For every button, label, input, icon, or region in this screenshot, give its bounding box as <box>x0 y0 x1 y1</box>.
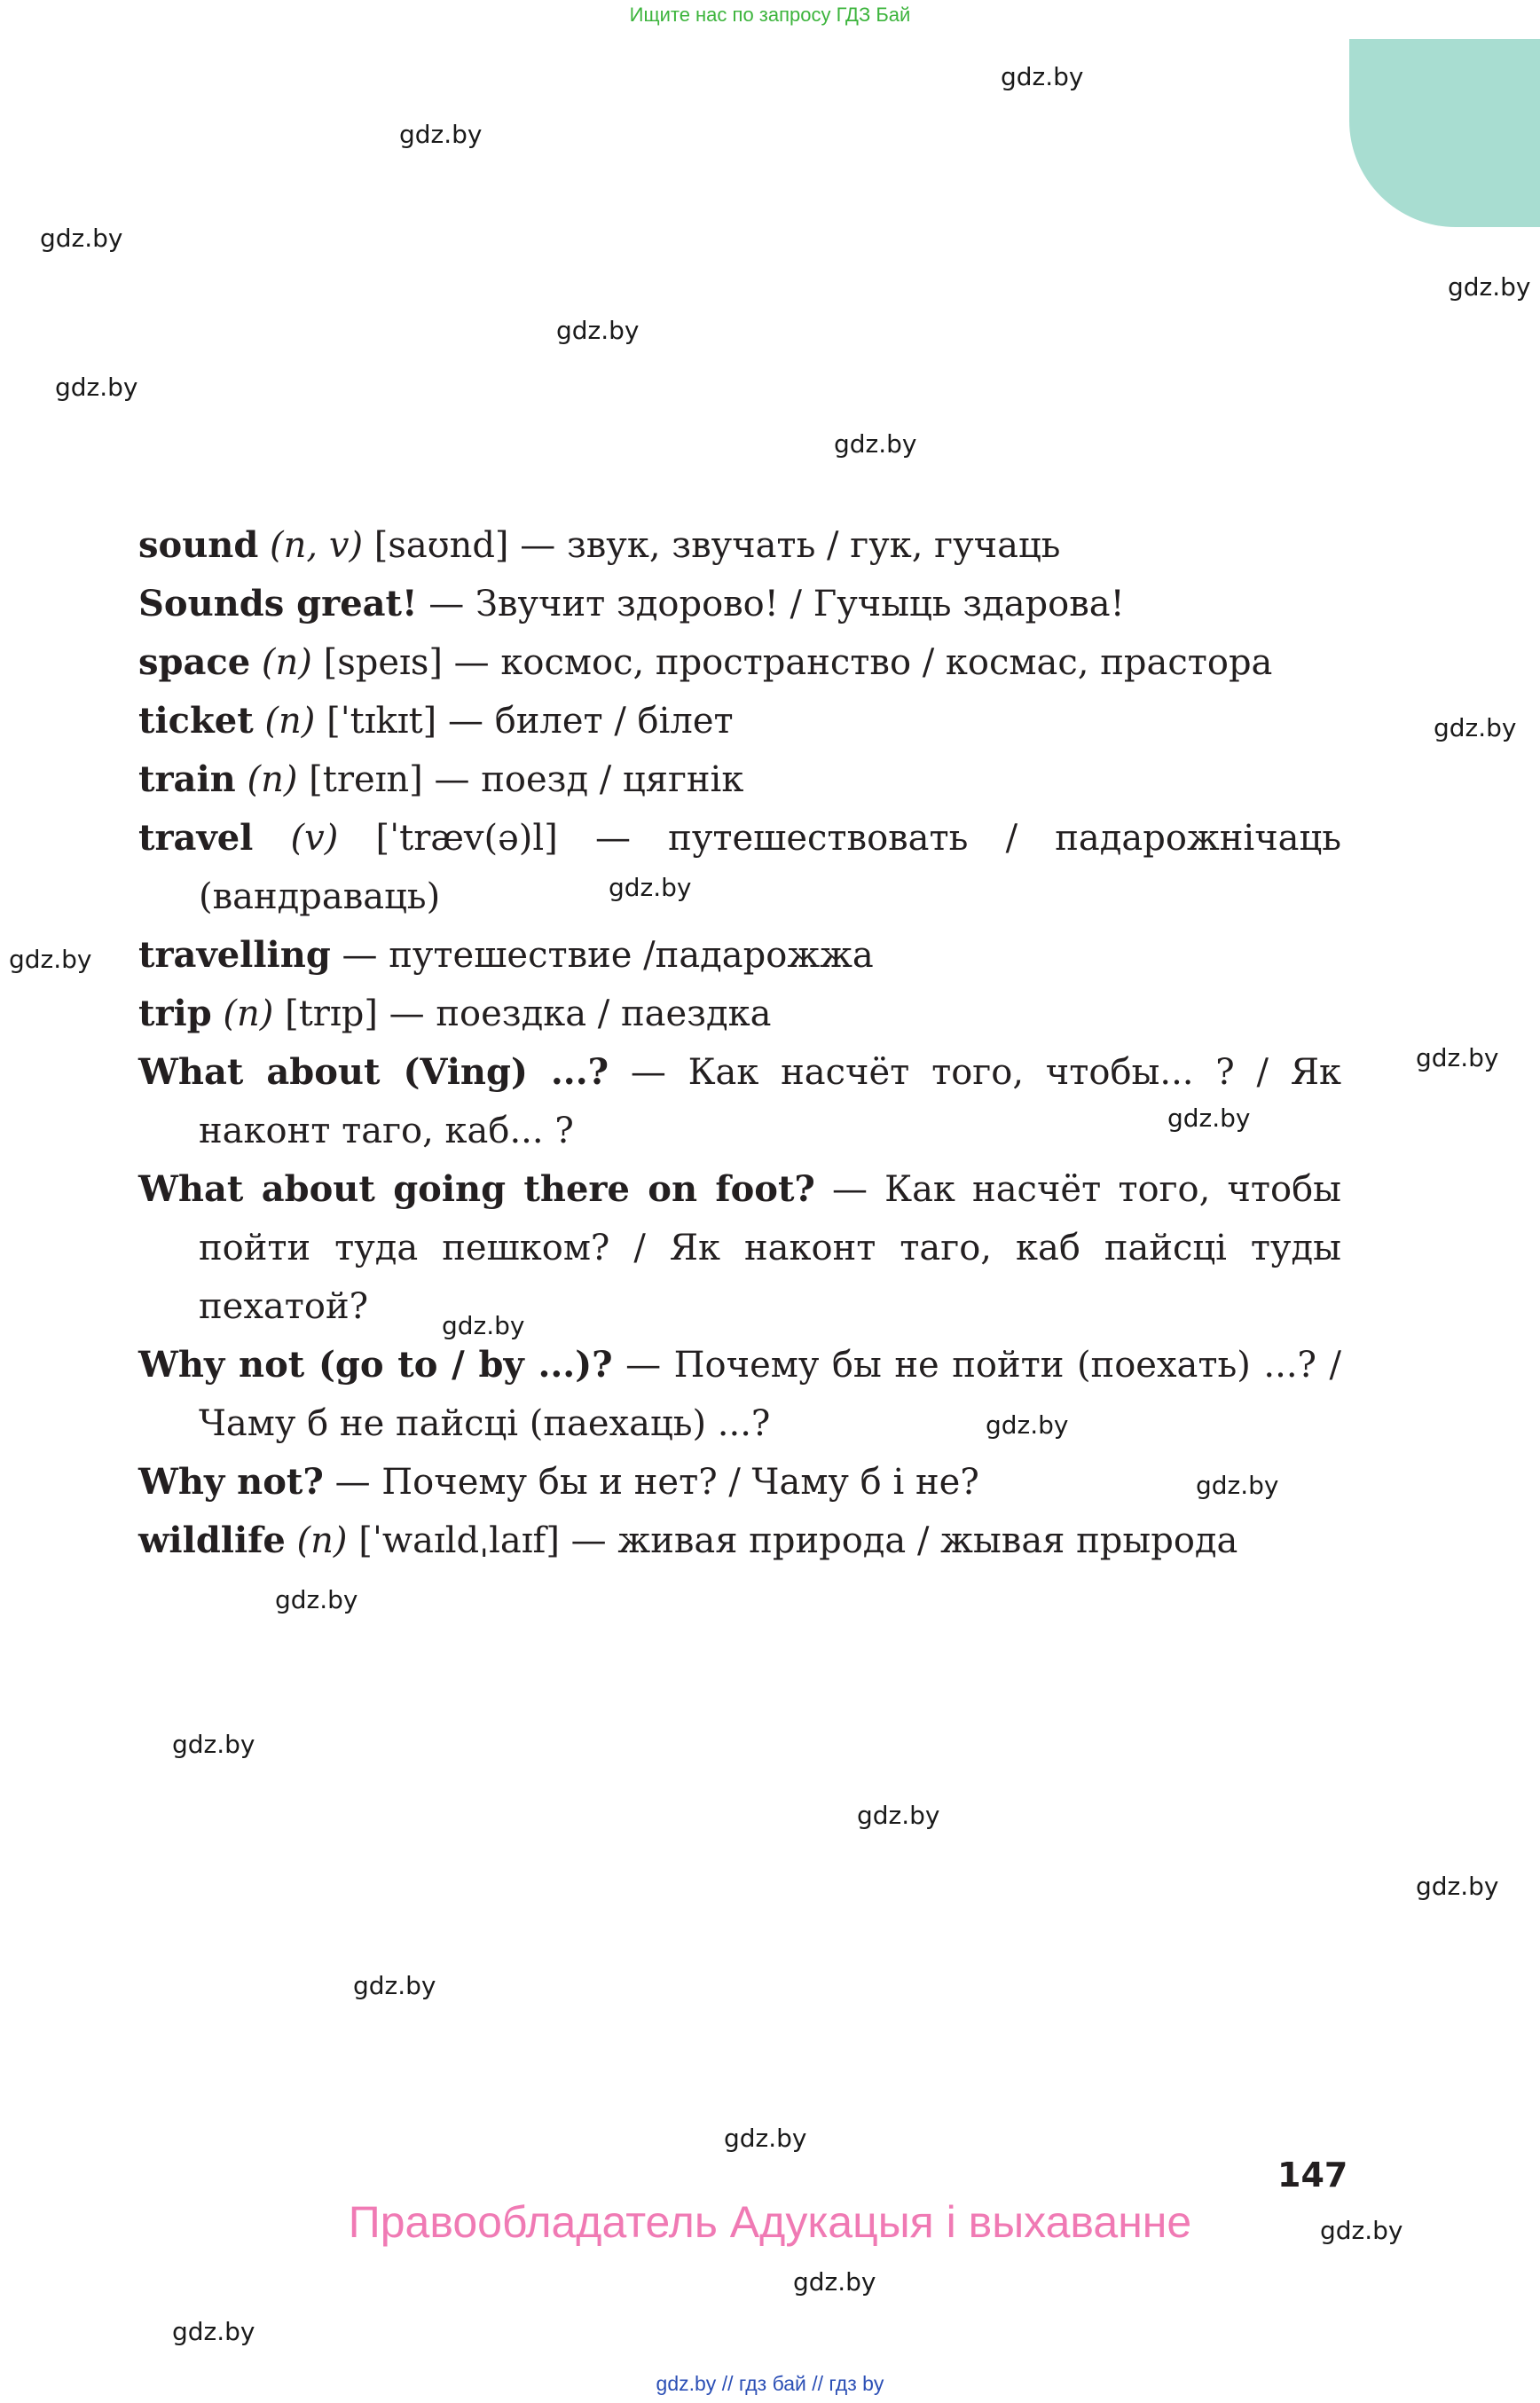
watermark: gdz.by <box>1416 1872 1499 1901</box>
part-of-speech: (v) <box>253 818 376 859</box>
vocabulary-entry <box>138 750 1341 809</box>
definition: — Как насчёт того, чтобы пойти туда пешком? / Як наконт таго, каб пайсці туды пехатой? <box>199 1169 1341 1327</box>
top-banner: Ищите нас по запросу ГДЗ Бай <box>629 4 911 26</box>
watermark: gdz.by <box>1167 1103 1251 1133</box>
vocabulary-entry <box>138 1160 1341 1336</box>
definition: [ˈtɪkɪt] — билет / білет <box>326 701 734 742</box>
headword: ticket <box>138 700 254 742</box>
watermark: gdz.by <box>724 2124 807 2153</box>
watermark: gdz.by <box>442 1311 525 1340</box>
watermark: gdz.by <box>40 224 123 253</box>
definition: — Звучит здорово! / Гучыць здарова! <box>417 584 1125 624</box>
headword: wildlife <box>138 1520 286 1561</box>
headword: travel <box>138 817 254 859</box>
watermark: gdz.by <box>857 1801 940 1830</box>
definition: [saʊnd] — звук, звучать / гук, гучаць <box>373 525 1061 566</box>
footer-links[interactable]: gdz.by // гдз бай // гдз by <box>656 2372 884 2395</box>
part-of-speech: (n) <box>253 701 327 742</box>
headword: train <box>138 758 236 800</box>
part-of-speech: (n, v) <box>258 525 374 566</box>
definition: — Почему бы не пойти (поехать) ...? / Чаму б не пайсці (паехаць) ...? <box>199 1345 1341 1444</box>
vocabulary-entry <box>138 1512 1341 1570</box>
watermark: gdz.by <box>1320 2216 1403 2245</box>
definition: — путешествие /падарожжа <box>330 935 874 976</box>
vocabulary-entry <box>138 1453 1341 1512</box>
copyright-holder: Правообладатель Адукацыя і выхаванне <box>348 2197 1192 2247</box>
headword: What about going there on foot? <box>138 1168 815 1210</box>
watermark: gdz.by <box>556 316 640 345</box>
watermark: gdz.by <box>986 1410 1069 1440</box>
corner-tab <box>1349 39 1540 227</box>
vocabulary-entry <box>138 926 1341 985</box>
definition: [ˈwaɪldˌlaɪf] — живая природа / жывая прырода <box>358 1520 1238 1561</box>
watermark: gdz.by <box>1434 713 1517 742</box>
headword: sound <box>138 524 259 566</box>
headword: What about (Ving) ...? <box>138 1051 609 1093</box>
watermark: gdz.by <box>172 1730 255 1759</box>
vocabulary-list <box>138 516 1341 1570</box>
part-of-speech: (n) <box>235 759 310 800</box>
page-number: 147 <box>1277 2156 1348 2195</box>
watermark: gdz.by <box>275 1585 358 1614</box>
vocabulary-entry <box>138 633 1341 692</box>
vocabulary-entry <box>138 575 1341 633</box>
definition: [trɪp] — поездка / паездка <box>285 993 772 1034</box>
watermark: gdz.by <box>834 429 917 459</box>
part-of-speech: (n) <box>285 1520 359 1561</box>
vocabulary-entry <box>138 692 1341 750</box>
watermark: gdz.by <box>1416 1043 1499 1072</box>
headword: Why not (go to / by ...)? <box>138 1344 613 1386</box>
part-of-speech: (n) <box>211 993 286 1034</box>
definition: — Как насчёт того, чтобы... ? / Як наконт таго, каб... ? <box>199 1052 1341 1151</box>
definition: [ˈtræv(ə)l] — путешествовать / падарожнічаць (вандраваць) <box>199 818 1341 917</box>
part-of-speech: (n) <box>250 642 324 683</box>
watermark: gdz.by <box>55 373 138 402</box>
definition: — Почему бы и нет? / Чаму б і не? <box>323 1462 979 1503</box>
vocabulary-entry <box>138 985 1341 1043</box>
headword: trip <box>138 993 212 1034</box>
vocabulary-entry <box>138 516 1341 575</box>
watermark: gdz.by <box>1448 272 1531 302</box>
watermark: gdz.by <box>353 1971 436 2000</box>
watermark: gdz.by <box>1001 62 1084 91</box>
vocabulary-entry <box>138 1043 1341 1160</box>
watermark: gdz.by <box>1196 1471 1279 1500</box>
headword: Sounds great! <box>138 583 418 624</box>
definition: [treɪn] — поезд / цягнік <box>309 759 744 800</box>
watermark: gdz.by <box>399 120 483 149</box>
headword: travelling <box>138 934 331 976</box>
watermark: gdz.by <box>172 2317 255 2346</box>
headword: Why not? <box>138 1461 324 1503</box>
headword: space <box>138 641 251 683</box>
watermark: gdz.by <box>793 2267 876 2297</box>
watermark: gdz.by <box>609 873 692 902</box>
vocabulary-entry <box>138 1336 1341 1453</box>
definition: [speɪs] — космос, пространство / космас, прастора <box>323 642 1273 683</box>
vocabulary-entry <box>138 809 1341 926</box>
watermark: gdz.by <box>9 945 92 974</box>
